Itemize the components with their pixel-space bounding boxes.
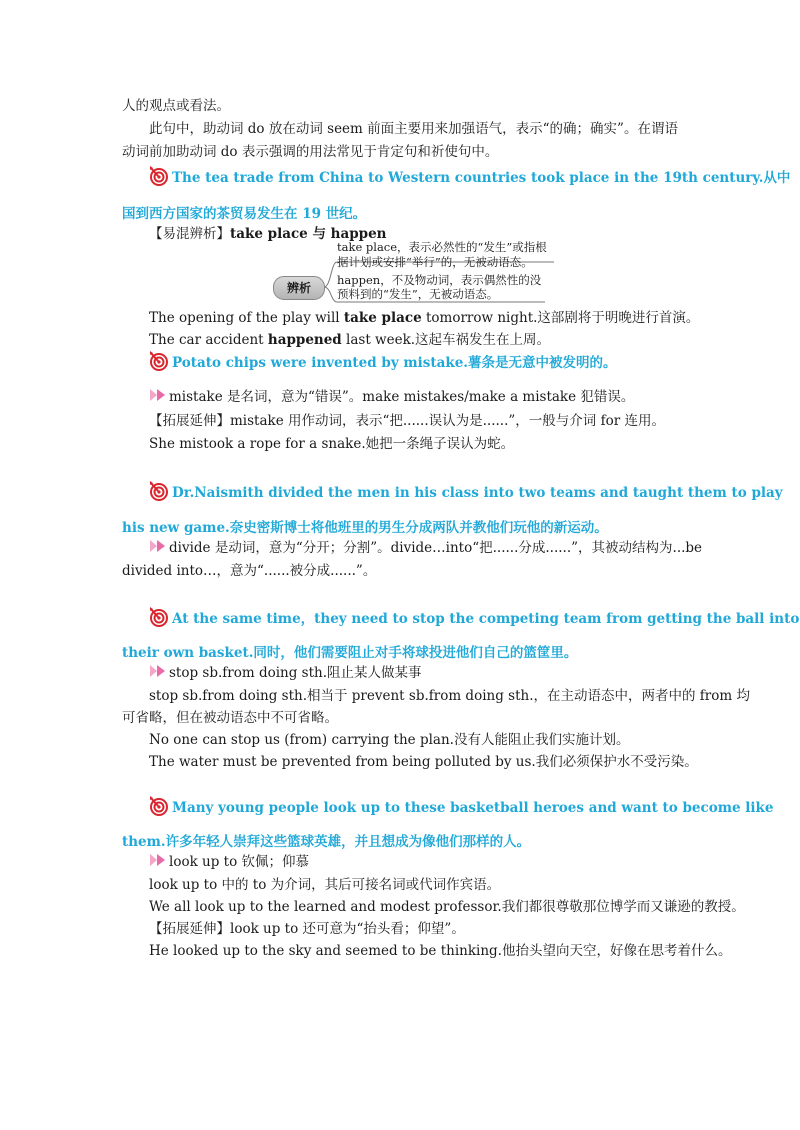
- target-icon: [148, 607, 170, 627]
- note-4-line-2: stop sb.from doing sth.相当于 prevent sb.from doing sth.，在主动语态中，两者中的 from 均: [149, 688, 750, 704]
- sentence-2: Potato chips were invented by mistake.薯条是无意中被发明的。: [148, 351, 617, 373]
- note-4-line-5: The water must be prevented from being polluted by us.我们必须保护水不受污染。: [149, 754, 698, 770]
- note-5-line-4: 【拓展延伸】look up to 还可意为“抬头看；仰望”。: [149, 921, 465, 937]
- double-arrow-icon: [149, 539, 167, 553]
- box-note-1b: 据计划或安排“举行”的，无被动语态。: [337, 255, 533, 269]
- example-happened: The car accident happened last week.这起车祸发生在上周。: [149, 332, 551, 348]
- sentence-4-line-2: their own basket.同时，他们需要阻止对手将球投进他们自己的篮筐里。: [122, 645, 578, 661]
- sentence-5-line-1: Many young people look up to these basketball heroes and want to become like: [148, 796, 678, 818]
- sentence-5-line-2: them.许多年轻人崇拜这些篮球英雄，并且想成为像他们那样的人。: [122, 834, 531, 850]
- target-icon: [148, 351, 170, 371]
- note-2-line-3: She mistook a rope for a snake.她把一条绳子误认为蛇。: [149, 436, 515, 452]
- sentence-1-line-2: 国到西方国家的茶贸易发生在 19 世纪。: [122, 206, 367, 222]
- intro-line-2: 此句中，助动词 do 放在动词 seem 前面主要用来加强语气，表示“的确；确实”。在谓语: [149, 121, 678, 137]
- note-3-line-2: divided into…，意为“......被分成......”。: [122, 563, 377, 579]
- sentence-3-line-1: Dr.Naismith divided the men in his class into two teams and taught them to play: [148, 481, 678, 503]
- note-4-line-4: No one can stop us (from) carrying the plan.没有人能阻止我们实施计划。: [149, 732, 630, 748]
- note-4-line-1: stop sb.from doing sth.阻止某人做某事: [149, 663, 422, 683]
- note-4-line-3: 可省略，但在被动语态中不可省略。: [122, 710, 338, 726]
- intro-line-1: 人的观点或看法。: [122, 98, 230, 114]
- analysis-label: 辨析: [273, 276, 325, 300]
- note-5-line-1: look up to 钦佩；仰慕: [149, 852, 309, 872]
- target-icon: [148, 481, 170, 501]
- double-arrow-icon: [149, 664, 167, 678]
- double-arrow-icon: [149, 853, 167, 867]
- example-take-place: The opening of the play will take place tomorrow night.这部剧将于明晚进行首演。: [149, 310, 700, 326]
- confuse-heading: 【易混辨析】take place 与 happen: [149, 226, 387, 242]
- target-icon: [148, 796, 170, 816]
- bracket-lines: [0, 0, 800, 320]
- note-3-line-1: divide 是动词，意为“分开；分割”。divide…into“把......分成......”，其被动结构为...be: [149, 538, 702, 558]
- box-note-1a: take place，表示必然性的“发生”或指根: [337, 240, 547, 254]
- sentence-3-line-2: his new game.奈史密斯博士将他班里的男生分成两队并教他们玩他的新运动。: [122, 520, 608, 536]
- double-arrow-icon: [149, 388, 167, 402]
- note-2-line-2: 【拓展延伸】mistake 用作动词，表示“把......误认为是......”，一般与介词 for 连用。: [149, 413, 665, 429]
- note-2-line-1: mistake 是名词，意为“错误”。make mistakes/make a mistake 犯错误。: [149, 387, 634, 407]
- note-5-line-2: look up to 中的 to 为介词，其后可接名词或代词作宾语。: [149, 877, 501, 893]
- note-5-line-3: We all look up to the learned and modest professor.我们都很尊敬那位博学而又谦逊的教授。: [149, 899, 745, 915]
- box-note-2b: 预料到的“发生”，无被动语态。: [337, 287, 499, 301]
- note-5-line-5: He looked up to the sky and seemed to be thinking.他抬头望向天空，好像在思考着什么。: [149, 943, 732, 959]
- sentence-4-line-1: At the same time，they need to stop the competing team from getting the ball into: [148, 607, 678, 629]
- intro-line-3: 动词前加助动词 do 表示强调的用法常见于肯定句和祈使句中。: [122, 144, 499, 160]
- box-note-2a: happen，不及物动词，表示偶然性的没: [337, 273, 542, 287]
- sentence-1-line-1: The tea trade from China to Western countries took place in the 19th century.从中: [148, 166, 790, 188]
